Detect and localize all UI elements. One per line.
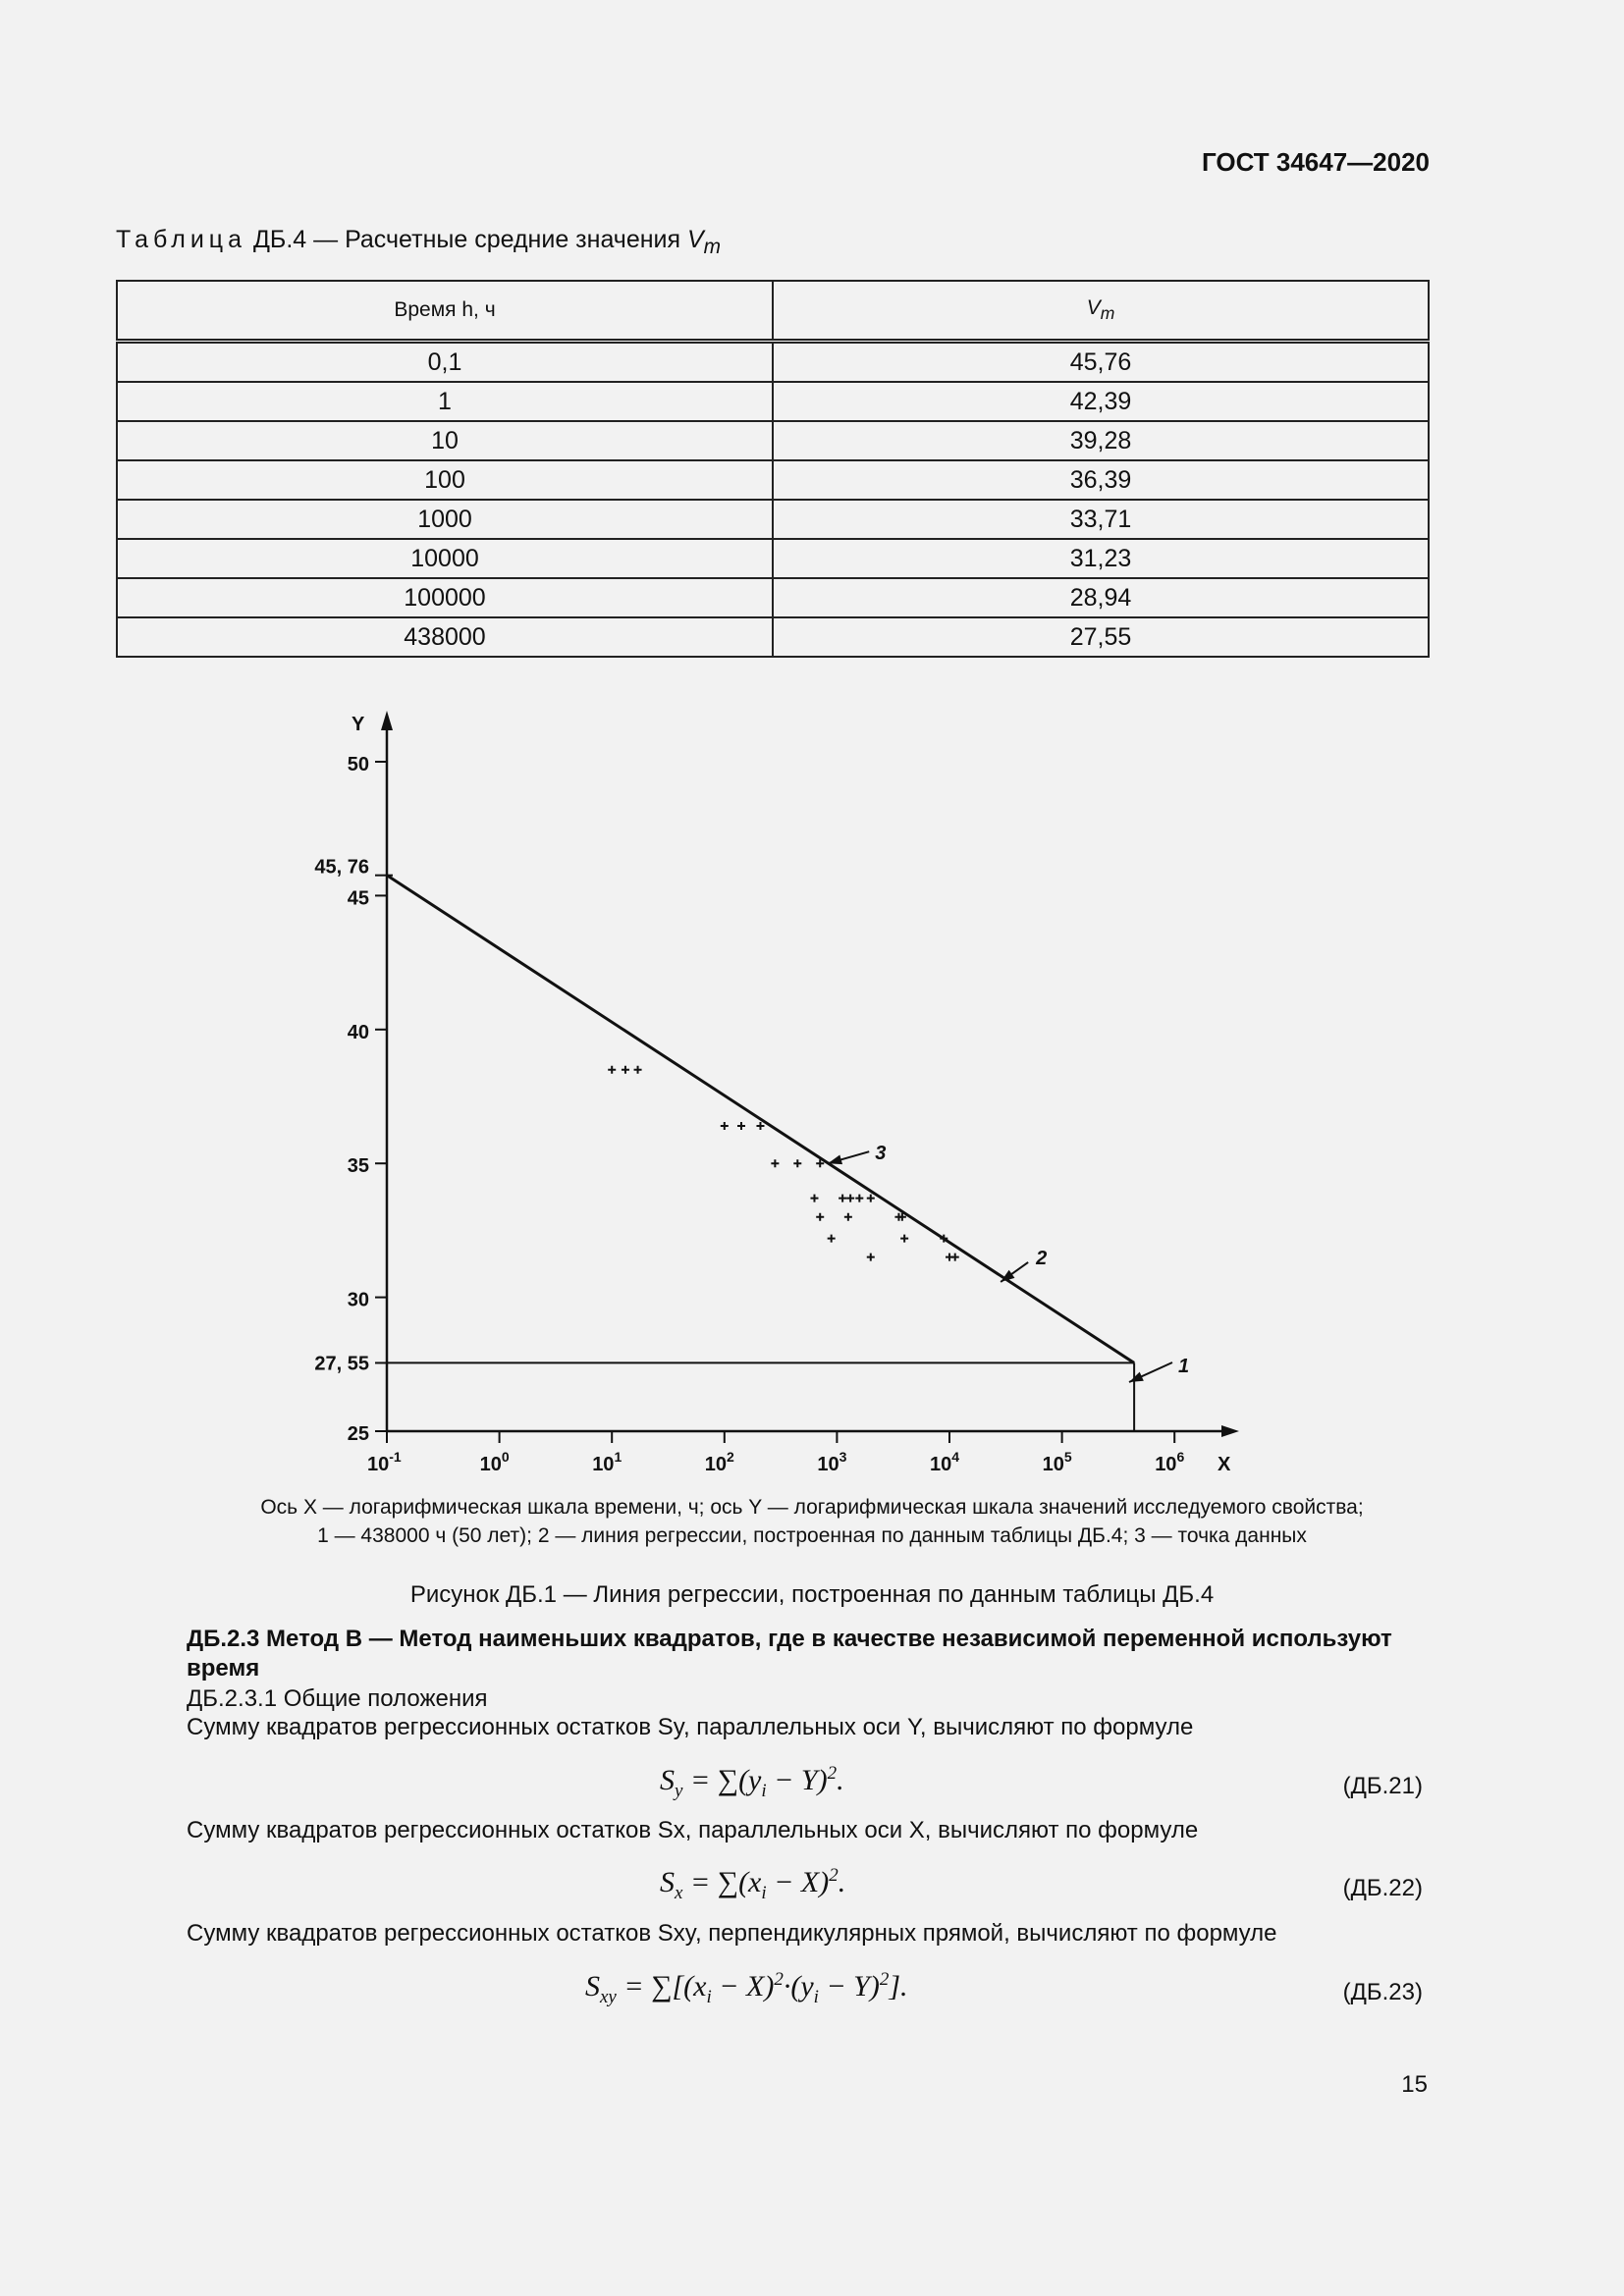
data-point	[828, 1235, 836, 1243]
data-point	[900, 1235, 908, 1243]
page-number: 15	[1401, 2071, 1428, 2098]
col-vm-sub: m	[1100, 303, 1115, 324]
table-caption	[116, 226, 721, 259]
regression-line	[387, 876, 1134, 1363]
cell-time: 438000	[117, 617, 773, 657]
figure-note-line-2: 1 — 438000 ч (50 лет); 2 — линия регрессии, построенная по данным таблицы ДБ.4; 3 — точка данных	[317, 1524, 1307, 1547]
x-tick-label	[705, 1449, 734, 1475]
regression-chart	[0, 687, 1624, 1502]
data-point	[721, 1122, 729, 1130]
y-tick-label: 50	[347, 754, 369, 775]
x-tick-base: 10	[479, 1454, 502, 1475]
table-header-row	[117, 281, 1429, 342]
equation-number-23: (ДБ.23)	[1342, 1979, 1423, 2005]
x-tick-base: 10	[1155, 1454, 1177, 1475]
x-tick-base: 10	[817, 1454, 839, 1475]
y-axis-label: Y	[352, 714, 365, 735]
y-tick-label: 45	[347, 887, 369, 910]
table-row	[117, 421, 1429, 460]
figure-caption: Рисунок ДБ.1 — Линия регрессии, построенная по данным таблицы ДБ.4	[409, 1581, 1215, 1608]
x-tick-base: 10	[1042, 1454, 1064, 1475]
x-tick-exponent: 6	[1176, 1449, 1185, 1465]
cell-time: 1000	[117, 500, 773, 539]
x-tick-exponent: 1	[614, 1449, 623, 1465]
paragraph-sxy: Сумму квадратов регрессионных остатков Sxy, перпендикулярных прямой, вычисляют по формуле	[187, 1920, 1277, 1947]
leader-3-head	[828, 1155, 842, 1165]
cell-vm: 39,28	[773, 421, 1429, 460]
paragraph-sx: Сумму квадратов регрессионных остатков Sx, параллельных оси X, вычисляют по формуле	[187, 1817, 1199, 1843]
standard-code: ГОСТ 34647—2020	[1202, 147, 1430, 177]
data-point	[793, 1159, 801, 1167]
cell-vm: 42,39	[773, 382, 1429, 421]
data-point	[855, 1195, 863, 1202]
y-tick-label: 40	[347, 1021, 369, 1043]
x-tick-base: 10	[367, 1454, 390, 1475]
data-point	[634, 1066, 642, 1074]
col-vm-header	[773, 281, 1429, 342]
leader-1-head	[1129, 1372, 1144, 1382]
cell-vm: 33,71	[773, 500, 1429, 539]
x-axis-arrow	[1221, 1425, 1239, 1437]
y-special-label: 27, 55	[314, 1353, 369, 1375]
data-point	[839, 1195, 846, 1202]
x-tick-base: 10	[592, 1454, 615, 1475]
table-row	[117, 578, 1429, 617]
data-point	[756, 1122, 764, 1130]
data-point	[846, 1195, 854, 1202]
cell-time: 1	[117, 382, 773, 421]
section-title: ДБ.2.3 Метод В — Метод наименьших квадратов, где в качестве независимой переменной используют время	[187, 1626, 1392, 1682]
paragraph-sy: Сумму квадратов регрессионных остатков Sy, параллельных оси Y, вычисляют по формуле	[187, 1714, 1194, 1740]
table-caption-symbol: V	[686, 226, 704, 253]
data-point	[737, 1122, 745, 1130]
x-tick-label	[930, 1449, 959, 1475]
x-tick-label	[592, 1449, 622, 1475]
table-caption-prefix: Таблица	[116, 226, 247, 253]
data-point	[771, 1159, 779, 1167]
col-time-header: Время h, ч	[117, 281, 773, 342]
col-vm-symbol: V	[1086, 295, 1101, 319]
x-axis-label: X	[1218, 1454, 1231, 1475]
x-tick-base: 10	[930, 1454, 952, 1475]
x-tick-label	[480, 1449, 510, 1475]
formula-sxy: $S_{xy} = \sum[(x_i - X)^2\cdot(y_i - Y)^2]$.	[585, 1969, 908, 2007]
table-row	[117, 500, 1429, 539]
cell-time: 10000	[117, 539, 773, 578]
x-tick-label	[1155, 1449, 1184, 1475]
equation-number-22: (ДБ.22)	[1342, 1875, 1423, 1901]
formula-sy: $S_y = \sum(y_i - Y)^2$.	[660, 1763, 844, 1801]
y-tick-label: 35	[347, 1155, 369, 1178]
y-axis-arrow	[381, 711, 393, 730]
data-point	[810, 1195, 818, 1202]
table-caption-sub: m	[703, 236, 722, 258]
annotation-label-3: 3	[875, 1143, 887, 1165]
data-point	[608, 1066, 616, 1074]
cell-vm: 31,23	[773, 539, 1429, 578]
table-row	[117, 382, 1429, 421]
equation-number-21: (ДБ.21)	[1342, 1773, 1423, 1799]
table-row	[117, 539, 1429, 578]
x-tick-exponent: 3	[839, 1449, 847, 1465]
data-point	[622, 1066, 629, 1074]
table-row	[117, 617, 1429, 657]
table-row	[117, 342, 1429, 383]
data-point	[867, 1254, 875, 1261]
vm-table	[116, 280, 1430, 658]
x-tick-base: 10	[704, 1454, 728, 1475]
y-tick-label: 30	[347, 1289, 369, 1311]
x-tick-label	[367, 1449, 402, 1475]
x-tick-label	[817, 1449, 846, 1475]
figure-note-line-1: Ось X — логарифмическая шкала времени, ч; ось Y — логарифмическая шкала значений исследуемого свойства;	[260, 1496, 1364, 1519]
x-tick-exponent: 4	[951, 1449, 960, 1465]
x-tick-exponent: 0	[501, 1449, 510, 1465]
subsection-title: ДБ.2.3.1 Общие положения	[187, 1685, 488, 1712]
x-tick-label	[1043, 1449, 1072, 1475]
x-tick-exponent: 5	[1063, 1449, 1072, 1465]
cell-time: 100	[117, 460, 773, 500]
cell-vm: 27,55	[773, 617, 1429, 657]
cell-vm: 36,39	[773, 460, 1429, 500]
annotation-label-1: 1	[1178, 1356, 1190, 1377]
y-tick-label: 25	[347, 1423, 369, 1445]
cell-time: 100000	[117, 578, 773, 617]
data-point	[816, 1213, 824, 1221]
cell-time: 10	[117, 421, 773, 460]
x-tick-exponent: 2	[727, 1449, 734, 1465]
data-point	[951, 1254, 959, 1261]
annotation-label-2: 2	[1036, 1247, 1048, 1269]
cell-vm: 45,76	[773, 342, 1429, 383]
data-point	[844, 1213, 852, 1221]
formula-sx: $S_x = \sum(x_i - X)^2$.	[660, 1865, 846, 1903]
x-tick-exponent: -1	[389, 1449, 402, 1465]
cell-time: 0,1	[117, 342, 773, 383]
cell-vm: 28,94	[773, 578, 1429, 617]
table-caption-text: ДБ.4 — Расчетные средние значения	[252, 226, 681, 253]
table-row	[117, 460, 1429, 500]
y-special-label: 45, 76	[314, 856, 369, 879]
data-point	[867, 1195, 875, 1202]
